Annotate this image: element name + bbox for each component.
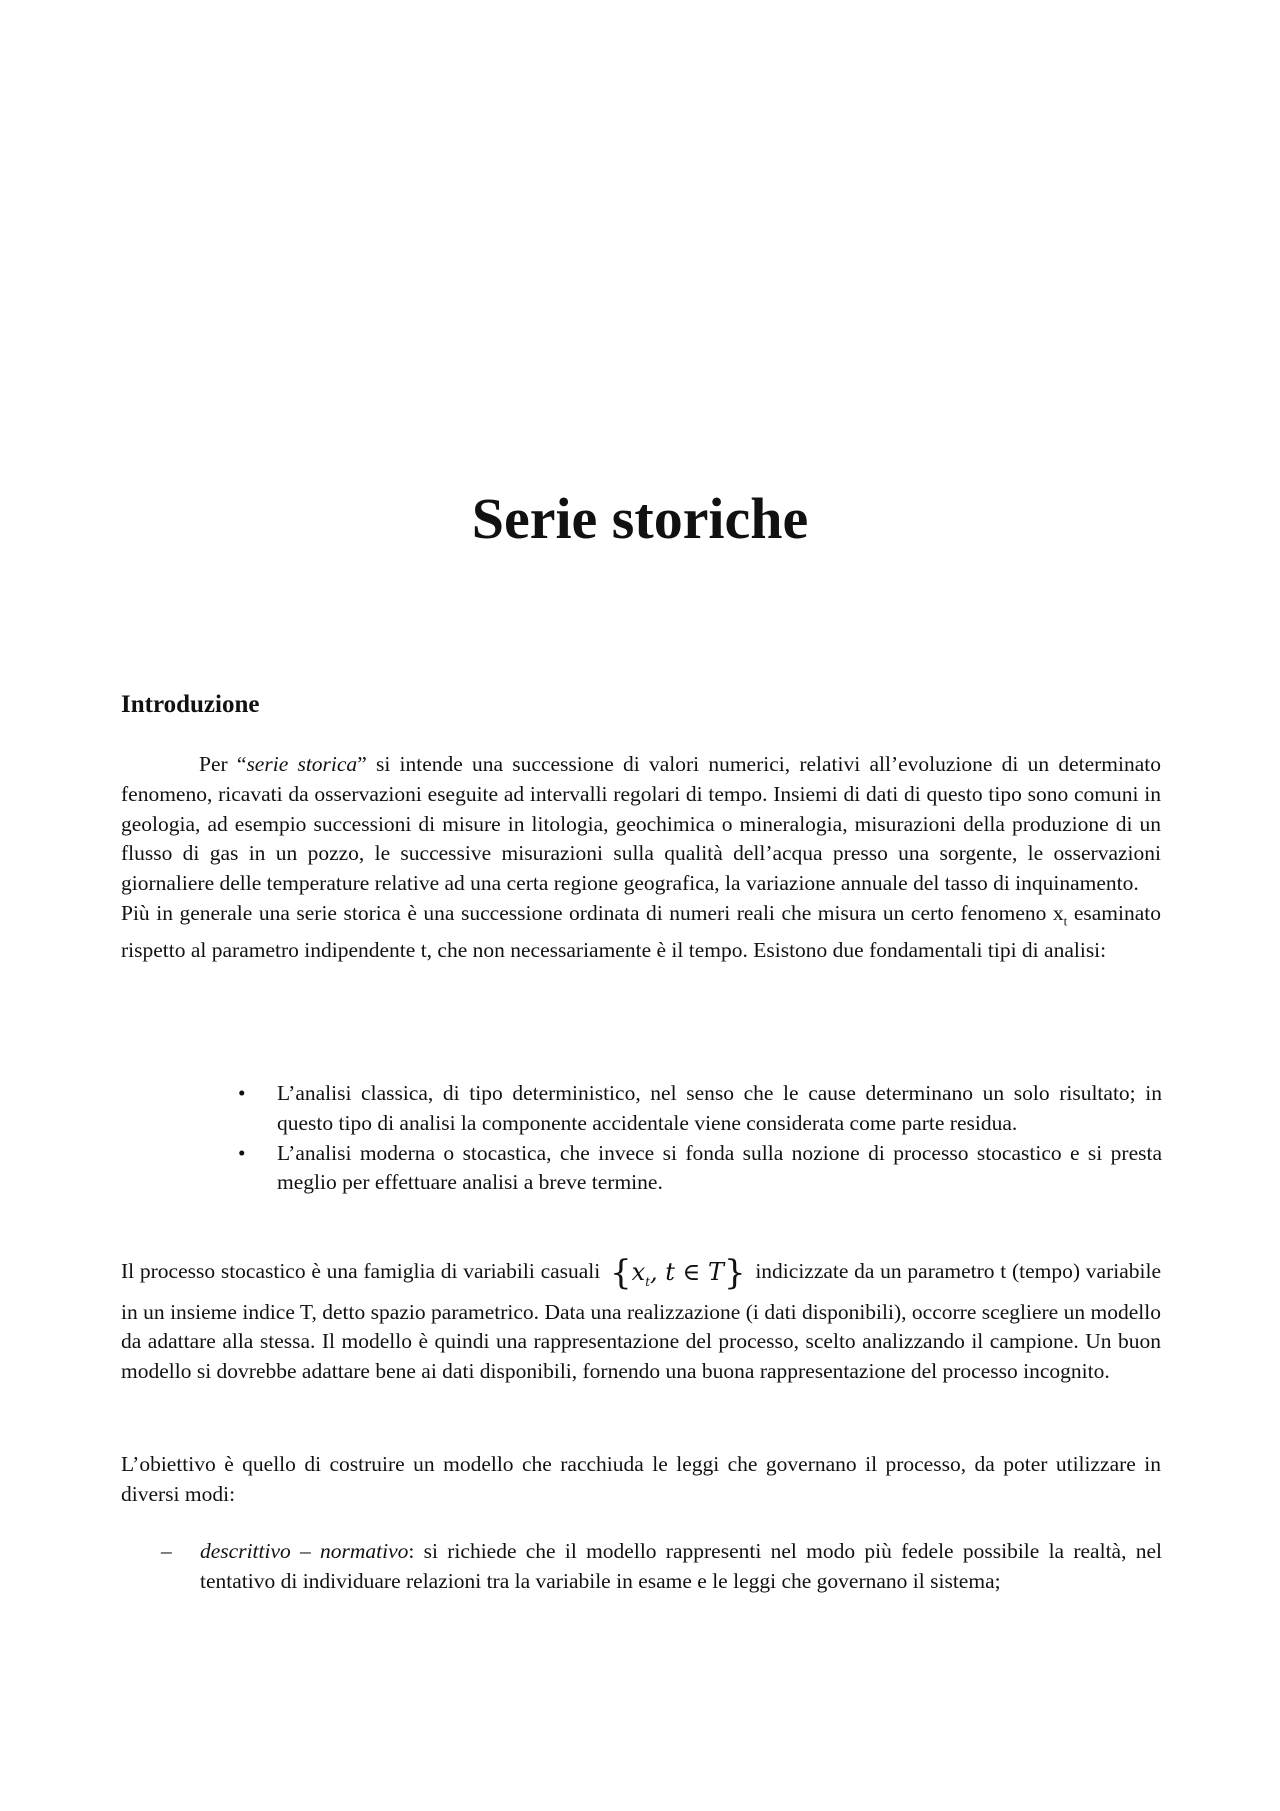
paragraph-general-part1: Più in generale una serie storica è una successione ordinata di numeri reali che misura un certo fenomeno x [121, 900, 1064, 925]
page-title: Serie storiche [471, 486, 809, 551]
analysis-types-list [232, 1079, 1162, 1198]
list-item [232, 1139, 1162, 1199]
list-item-text: L’analisi moderna o stocastica, che invece si fonda sulla nozione di processo stocastico e si presta meglio per effettuare analisi a breve termine. [277, 1140, 1162, 1195]
term-serie-storica: serie storica [246, 752, 358, 776]
paragraph-intro-lead: Per “ [199, 752, 247, 776]
paragraph-general-part2: esaminato rispetto al parametro indipendente t, che non necessariamente è il tempo. Esistono due fondamentali tipi di analisi: [121, 900, 1161, 963]
subscript-t: t [1063, 913, 1068, 929]
model-uses-list [155, 1537, 1162, 1597]
formula-open-brace: { [610, 1253, 632, 1293]
formula-variable: x [631, 1258, 646, 1286]
list-item [232, 1079, 1162, 1139]
paragraph-processo-part1: Il processo stocastico è una famiglia di variabili casuali [121, 1259, 606, 1283]
bullet-marker: • [238, 1081, 246, 1105]
formula-subscript: t [645, 1274, 651, 1289]
dash-marker: – [161, 1539, 172, 1563]
paragraph-intro [121, 750, 1161, 966]
paragraph-intro-rest: ” si intende una successione di valori numerici, relativi all’evoluzione di un determinato fenomeno, ricavati da osservazioni eseguite ad intervalli regolari di tempo. Insiemi di dati di questo tipo sono comuni in geologia, ad esempio successioni di misure in litologia, geochimica o mineralogia, misurazioni della produzione di un flusso di gas in un pozzo, le successive misurazioni sulla qualità dell’acqua presso una sorgente, le osservazioni giornaliere delle temperature relative ad una certa regione geografica, la variazione annuale del tasso di inquinamento. [121, 752, 1161, 896]
list-item-text: L’analisi classica, di tipo deterministico, nel senso che le cause determinano un solo risultato; in questo tipo di analisi la componente accidentale viene considerata come parte residua. [277, 1081, 1162, 1135]
paragraph-processo-stocastico [121, 1253, 1161, 1387]
paragraph-obiettivo: L’obiettivo è quello di costruire un modello che racchiuda le leggi che governano il processo, da poter utilizzare in diversi modi: [121, 1452, 1161, 1506]
bullet-marker: • [238, 1140, 246, 1165]
term-descrittivo-normativo: descrittivo – normativo [200, 1539, 409, 1563]
section-heading-introduzione: Introduzione [121, 691, 260, 718]
list-item-text: : si richiede che il modello rappresenti nel modo più fedele possibile la realtà, nel tentativo di individuare relazioni tra la variabile in esame e le leggi che governano il sistema; [200, 1539, 1162, 1593]
formula-xt-t-in-T [606, 1253, 750, 1298]
list-item [155, 1537, 1162, 1597]
formula-close-brace: } [723, 1253, 746, 1293]
formula-rest: , t ∈ T [650, 1258, 724, 1286]
paragraph-processo-part2: indicizzate da un parametro t (tempo) variabile in un insieme indice T, detto spazio parametrico. Data una realizzazione (i dati disponibili), occorre scegliere un modello da adattare alla stessa. Il modello è quindi una rappresentazione del processo, scelto analizzando il campione. Un buon modello si dovrebbe adattare bene ai dati disponibili, fornendo una buona rappresentazione del processo incognito. [121, 1259, 1161, 1384]
